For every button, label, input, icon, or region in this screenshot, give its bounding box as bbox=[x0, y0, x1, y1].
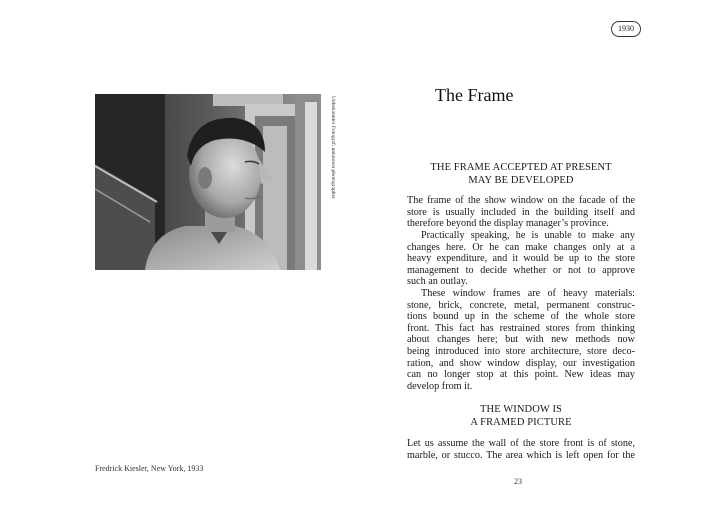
paragraph-2 bbox=[407, 230, 635, 288]
chapter-title: The Frame bbox=[435, 85, 514, 105]
text-line: such an outlay. bbox=[407, 276, 468, 288]
text-line: being introduced into store architecture, store deco- bbox=[407, 345, 635, 357]
section-heading-2 bbox=[407, 403, 635, 429]
section-heading-line: MAY BE DEVELOPED bbox=[468, 175, 574, 186]
text-line: stone, brick, concrete, metal, permanent construc- bbox=[407, 299, 635, 311]
text-line: marble, or stucco. The area which is left open for the bbox=[407, 449, 635, 461]
year-badge: 1930 bbox=[611, 21, 641, 37]
photo-caption: Fredrick Kiesler, New York, 1933 bbox=[95, 464, 204, 473]
text-line: about changes here; but with new methods now bbox=[407, 334, 635, 346]
text-line: can no longer stop at this point. New ideas may bbox=[407, 369, 635, 381]
section-heading-line: THE WINDOW IS bbox=[480, 404, 562, 415]
text-line: changes here. Or he can make changes only at a bbox=[407, 241, 635, 253]
text-line: These window frames are of heavy materials: bbox=[421, 288, 635, 299]
section-heading-line: THE FRAME ACCEPTED AT PRESENT bbox=[430, 162, 612, 173]
text-line: front. This fact has restrained stores from thinking bbox=[407, 322, 635, 334]
text-line: heavy expenditure, and it would be up to the store bbox=[407, 253, 635, 265]
page-number: 23 bbox=[514, 477, 522, 486]
text-line: tions bound up in the scheme of the whole store bbox=[407, 311, 635, 323]
text-line: The frame of the show window on the facade of the bbox=[407, 195, 635, 206]
text-line: management to decide whether or not to approve bbox=[407, 264, 635, 276]
text-line: develop from it. bbox=[407, 380, 473, 392]
paragraph-1 bbox=[407, 195, 635, 230]
photo-credit bbox=[324, 96, 338, 268]
photo-credit-text: Unbekannter Fotograf; unknown photographer bbox=[330, 96, 336, 199]
section-heading-line: A FRAMED PICTURE bbox=[470, 417, 572, 428]
text-line: Practically speaking, he is unable to make any bbox=[421, 230, 635, 241]
paragraph-3 bbox=[407, 288, 635, 392]
text-line: store is usually included in the building itself and bbox=[407, 206, 635, 218]
portrait-photo bbox=[95, 94, 321, 270]
text-line: ration, and show window display, our investigation bbox=[407, 357, 635, 369]
text-line: therefore beyond the display manager’s province. bbox=[407, 218, 609, 230]
text-line: Let us assume the wall of the store front is of stone, bbox=[407, 438, 635, 449]
paragraph-4 bbox=[407, 438, 635, 461]
portrait-image bbox=[95, 94, 321, 270]
section-heading-1 bbox=[407, 161, 635, 187]
